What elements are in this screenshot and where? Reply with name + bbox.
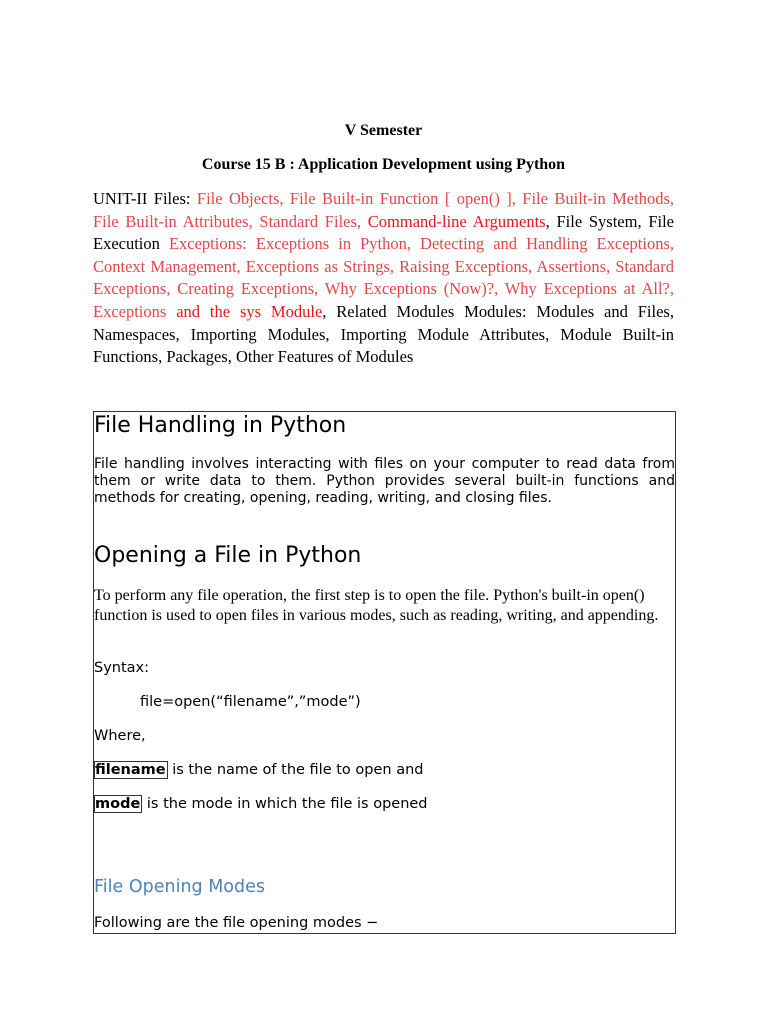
course-title: Course 15 B : Application Development using Python: [201, 156, 566, 173]
filename-description: is the name of the file to open and: [167, 762, 424, 778]
para-opening-file: To perform any file operation, the first step is to open the file. Python's built-in open() function is used to open files in various modes, such as reading, writing, and appending.: [94, 587, 659, 624]
unit-syllabus: [93, 188, 674, 369]
mode-keyword: mode: [95, 796, 141, 812]
syllabus-file-topics: File Objects, File Built-in Function [ open() ], File Built-in Methods, File Built-in Attributes, Standard Files,: [93, 189, 674, 231]
heading-opening-modes: File Opening Modes: [94, 877, 266, 897]
mode-definition: [94, 796, 428, 812]
syllabus-file-system: , File System, File Execution: [93, 211, 674, 254]
syllabus-module-topics: , Related Modules Modules: Modules and Files, Namespaces, Importing Modules, Importing Module Attributes, Module Built-in Functions, Packages, Other Features of Modules: [93, 301, 674, 367]
syllabus-command-line: Command-line Arguments: [367, 211, 546, 231]
semester-title: V Semester: [344, 122, 423, 139]
where-label: Where,: [94, 728, 146, 744]
para-file-handling: File handling involves interacting with files on your computer to read data from them or write data to them. Python provides several built-in functions and methods for creating, opening, reading, writing, and closing files.: [94, 456, 675, 506]
syllabus-unit-label: UNIT-II Files:: [93, 189, 197, 208]
heading-opening-file: Opening a File in Python: [94, 543, 362, 568]
content-frame: [93, 411, 676, 934]
para-opening-modes: Following are the file opening modes −: [94, 915, 379, 931]
mode-description: is the mode in which the file is opened: [142, 796, 428, 812]
syntax-label: Syntax:: [94, 660, 150, 676]
syllabus-sys-module: and the sys Module: [176, 301, 323, 321]
filename-definition: [94, 762, 423, 778]
syntax-code: file=open(“filename”,”mode”): [140, 694, 361, 710]
filename-keyword: filename: [95, 762, 166, 778]
heading-file-handling: File Handling in Python: [94, 413, 347, 438]
syllabus-exception-topics: Exceptions: Exceptions in Python, Detecting and Handling Exceptions, Context Management, Exceptions as Strings, Raising Exceptions, Assertions, Standard Exceptions, Creating Exceptions, Why Exceptions (Now)?, Why Exceptions at All?, Exceptions: [93, 234, 674, 321]
